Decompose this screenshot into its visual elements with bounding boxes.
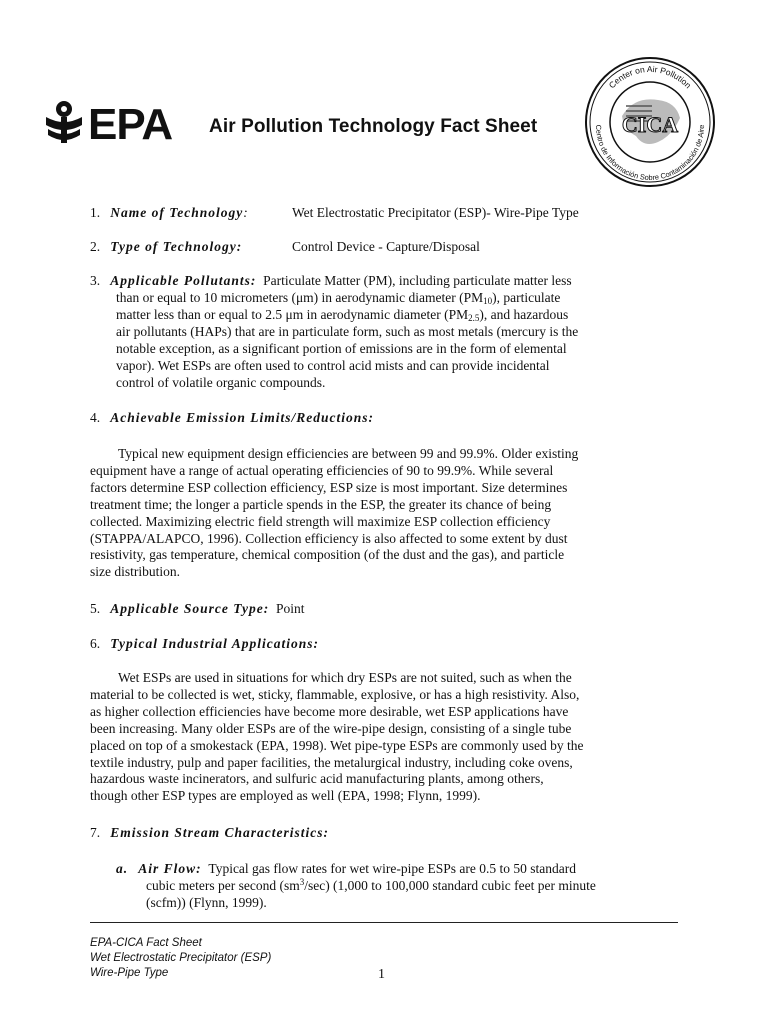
section-number: 3. — [90, 273, 101, 288]
section-label: Applicable Source Type: — [110, 601, 270, 616]
section-number: 5. — [90, 601, 101, 616]
footer-line-1: EPA-CICA Fact Sheet — [90, 937, 202, 949]
section-7a-body: cubic meters per second $(sm^3/\sec)$ (1,000 to 100,000 standard cubic feet per minute (scfm)) (Flynn, 1999). — [146, 877, 596, 910]
section-6 — [90, 636, 319, 652]
section-6-body: Wet ESPs are used in situations for which dry ESPs are not suited, such as when the material to be collected is wet, sticky, flammable, explosive, or has a high resistivity. Also, as higher collection efficiencies have become more desirable, wet ESP applications have been increasing. Many older ESPs are of the wire-pipe design, consisting of a single tube placed on top of a smokestack (EPA, 1998). Wet pipe-type ESPs are commonly used by the textile industry, pulp and paper facilities, the metalurgical industry, including coke ovens, hazardous waste incinerators, and sulfuric acid manufacturing plants, among others, though other ESP types are employed as well (EPA, 1998; Flynn, 1999). — [90, 670, 584, 804]
section-label-colon: : — [243, 205, 249, 220]
section-label: Achievable Emission Limits/Reductions: — [110, 410, 375, 425]
section-1-value: Wet Electrostatic Precipitator (ESP)- Wire-Pipe Type — [292, 205, 579, 220]
section-label: Emission Stream Characteristics: — [110, 825, 330, 840]
page-number: 1 — [378, 967, 385, 982]
section-5-value: Point — [275, 601, 305, 616]
section-3 — [90, 273, 572, 289]
section-number: 1. — [90, 205, 101, 220]
footer-rule — [90, 922, 678, 923]
section-3-line-1: Particulate Matter (PM), including particulate matter less — [263, 273, 572, 288]
subsection-letter: a. — [116, 861, 129, 876]
cica-seal — [584, 56, 716, 188]
section-number: 4. — [90, 410, 101, 425]
section-2-value: Control Device - Capture/Disposal — [292, 239, 480, 254]
section-label: Typical Industrial Applications: — [110, 636, 320, 651]
section-4 — [90, 410, 374, 426]
section-3-body: than or equal to 10 micrometers (μm) in aerodynamic diameter $(PM_{10})$, particulate matter less than or equal to 2.5 μm in aerodynamic diameter $(PM_{2.5})$, and hazardous air pollutants (HAPs) that are in particulate form, such as most metals (mercury is the notable exception, as a significant portion of emissions are in the form of elemental vapor). Wet ESPs are often used to control acid mists and can provide incidental control of volatile organic compounds. — [116, 290, 579, 390]
section-number: 6. — [90, 636, 101, 651]
section-number: 7. — [90, 825, 101, 840]
footer-line-2: Wet Electrostatic Precipitator (ESP) — [90, 952, 272, 964]
cica-seal-ring-top: Center on Air Pollution — [606, 63, 694, 91]
footer-line-3: Wire-Pipe Type — [90, 967, 169, 979]
section-number: 2. — [90, 239, 101, 254]
section-label: Applicable Pollutants: — [110, 273, 257, 288]
section-2 — [90, 239, 242, 255]
subsection-label: Air Flow: — [138, 861, 202, 876]
epa-logo — [44, 99, 184, 145]
section-4-body: Typical new equipment design efficiencies are between 99 and 99.9%. Older existing equipment have a range of actual operating efficiencies of 90 to 99.9%. While several factors determine ESP collection efficiency, ESP size is most important. Size determines treatment time; the longer a particle spends in the ESP, the greater its chance of being collected. Maximizing electric field strength will maximize ESP collection efficiency (STAPPA/ALAPCO, 1996). Collection efficiency is also affected to some extent by dust resistivity, gas temperature, chemical composition (of the dust and the gas), and particle size distribution. — [90, 446, 579, 580]
section-7 — [90, 825, 329, 841]
epa-logo-text: EPA — [88, 100, 173, 145]
document-title: Air Pollution Technology Fact Sheet — [209, 116, 538, 137]
section-5 — [90, 601, 305, 617]
section-label: Type of Technology: — [110, 239, 243, 254]
section-1 — [90, 205, 249, 221]
section-label: Name of Technology — [110, 205, 244, 220]
epa-flower-icon — [46, 101, 82, 143]
cica-seal-ring-bottom: Centro de Información Sobre Contaminación de Aire — [593, 124, 707, 183]
section-7a: a. Air Flow: Typical gas flow rates for wet wire-pipe ESPs are 0.5 to 50 standard — [116, 861, 576, 876]
cica-seal-center-text: CICA — [621, 112, 679, 137]
